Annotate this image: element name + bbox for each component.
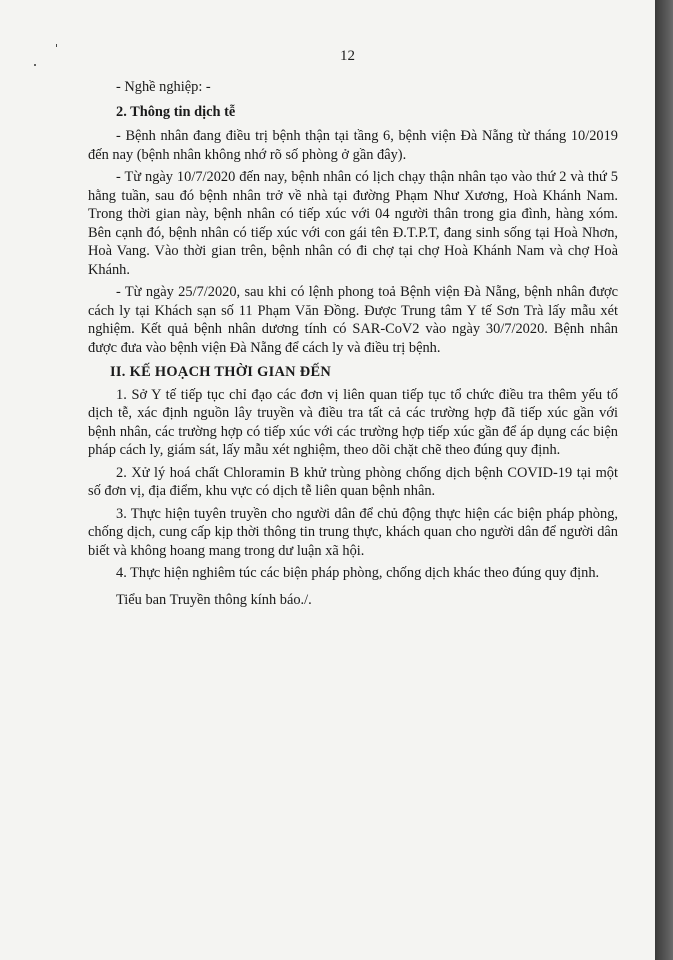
plan-item-1: 1. Sở Y tế tiếp tục chỉ đạo các đơn vị liên quan tiếp tục tổ chức điều tra thêm yếu tố dịch tễ, xác định nguồn lây truyền và điều tra tất cả các trường hợp đã tiếp xúc gần với bệnh nhân, các trường hợp có tiếp xúc với các trường hợp tiếp xúc gần để áp dụng các biện pháp cách ly, giám sát, lấy mẫu xét nghiệm, theo dõi chặt chẽ theo đúng quy định.	[88, 386, 618, 458]
scan-speck	[34, 64, 36, 66]
closing-line: Tiểu ban Truyền thông kính báo./.	[116, 591, 312, 608]
epi-paragraph-2: - Từ ngày 10/7/2020 đến nay, bệnh nhân có lịch chạy thận nhân tạo vào thứ 2 và thứ 5 hằng tuần, sau đó bệnh nhân trở về nhà tại đường Phạm Như Xương, Hoà Khánh Nam. Trong thời gian này, bệnh nhân có tiếp xúc với 04 người thân trong gia đình, hàng xóm. Bên cạnh đó, bệnh nhân có tiếp xúc với con gái tên Đ.T.P.T, đang sinh sống tại Hoà Nhơn, Hoà Vang. Vào thời gian trên, bệnh nhân có đi chợ tại chợ Hoà Khánh Nam và chợ Hoà Khánh.	[88, 169, 618, 278]
occupation-line: - Nghề nghiệp: -	[116, 79, 211, 95]
document-body	[88, 78, 618, 613]
epi-paragraph-3: - Từ ngày 25/7/2020, sau khi có lệnh phong toả Bệnh viện Đà Nẵng, bệnh nhân được cách ly tại Khách sạn số 11 Phạm Văn Đồng. Được Trung tâm Y tế Sơn Trà lấy mẫu xét nghiệm. Kết quả bệnh nhân dương tính có SAR-CoV2 vào ngày 30/7/2020. Bệnh nhân được đưa vào bệnh viện Đà Nẵng để cách ly và điều trị bệnh.	[88, 284, 618, 356]
page-edge-shadow	[655, 0, 673, 960]
scan-speck	[56, 44, 57, 47]
epi-paragraph-1: - Bệnh nhân đang điều trị bệnh thận tại tầng 6, bệnh viện Đà Nẵng từ tháng 10/2019 đến nay (bệnh nhân không nhớ rõ số phòng ở gần đây).	[88, 128, 618, 163]
plan-item-2: 2. Xử lý hoá chất Chloramin B khử trùng phòng chống dịch bệnh COVID-19 tại một số đơn vị, địa điểm, khu vực có dịch tễ liên quan bệnh nhân.	[88, 464, 618, 499]
page-number: 12	[340, 48, 355, 64]
section-2-heading: 2. Thông tin dịch tễ	[116, 103, 236, 120]
plan-item-3: 3. Thực hiện tuyên truyền cho người dân để chủ động thực hiện các biện pháp phòng, chống dịch, cung cấp kịp thời thông tin trung thực, khách quan cho người dân để người dân biết và không hoang mang trong dư luận xã hội.	[88, 505, 618, 559]
section-ii-heading: II. KẾ HOẠCH THỜI GIAN ĐẾN	[110, 364, 332, 380]
plan-item-4: 4. Thực hiện nghiêm túc các biện pháp phòng, chống dịch khác theo đúng quy định.	[116, 565, 600, 581]
